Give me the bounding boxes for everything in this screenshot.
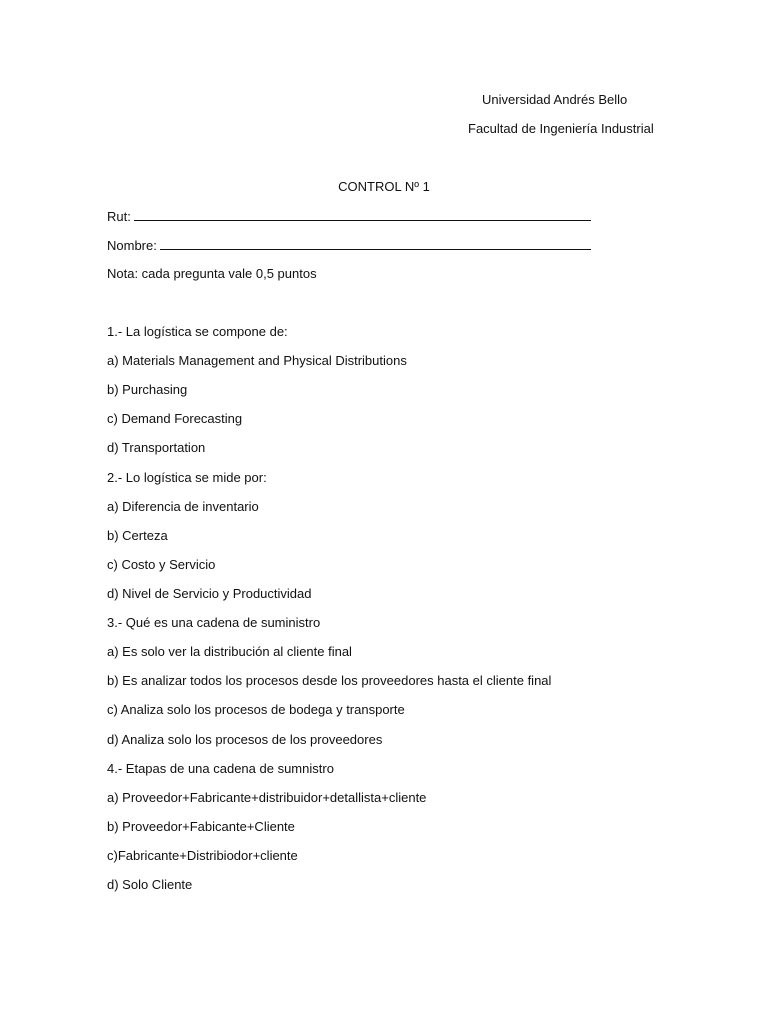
- faculty-name: Facultad de Ingeniería Industrial: [468, 121, 654, 136]
- question-1-option-d: d) Transportation: [107, 440, 206, 455]
- question-3-option-d: d) Analiza solo los procesos de los proveedores: [107, 732, 383, 747]
- nombre-field: [107, 237, 591, 254]
- question-1-option-a: a) Materials Management and Physical Distributions: [107, 353, 407, 368]
- question-4-option-b: b) Proveedor+Fabicante+Cliente: [107, 819, 295, 834]
- question-3-option-a: a) Es solo ver la distribución al cliente final: [107, 644, 352, 659]
- question-2: 2.- Lo logística se mide por:: [107, 470, 267, 485]
- question-4-option-c: c)Fabricante+Distribiodor+cliente: [107, 848, 298, 863]
- question-2-option-b: b) Certeza: [107, 528, 168, 543]
- question-2-option-d: d) Nivel de Servicio y Productividad: [107, 586, 312, 601]
- rut-blank-line[interactable]: [134, 208, 591, 221]
- question-3-option-b: b) Es analizar todos los procesos desde los proveedores hasta el cliente final: [107, 673, 552, 688]
- question-1-option-c: c) Demand Forecasting: [107, 411, 243, 426]
- rut-field: [107, 208, 591, 225]
- question-1-option-b: b) Purchasing: [107, 382, 188, 397]
- question-4-option-a: a) Proveedor+Fabricante+distribuidor+detallista+cliente: [107, 790, 427, 805]
- question-3: 3.- Qué es una cadena de suministro: [107, 615, 321, 630]
- question-2-option-c: c) Costo y Servicio: [107, 557, 216, 572]
- nombre-label: Nombre:: [107, 238, 157, 253]
- university-name: Universidad Andrés Bello: [482, 92, 628, 107]
- grading-note: Nota: cada pregunta vale 0,5 puntos: [107, 266, 317, 281]
- question-4: 4.- Etapas de una cadena de sumnistro: [107, 761, 334, 776]
- question-2-option-a: a) Diferencia de inventario: [107, 499, 259, 514]
- question-1: 1.- La logística se compone de:: [107, 324, 288, 339]
- rut-label: Rut:: [107, 209, 131, 224]
- document-title: CONTROL Nº 1: [338, 179, 430, 194]
- nombre-blank-line[interactable]: [160, 237, 591, 250]
- question-4-option-d: d) Solo Cliente: [107, 877, 193, 892]
- question-3-option-c: c) Analiza solo los procesos de bodega y transporte: [107, 702, 405, 717]
